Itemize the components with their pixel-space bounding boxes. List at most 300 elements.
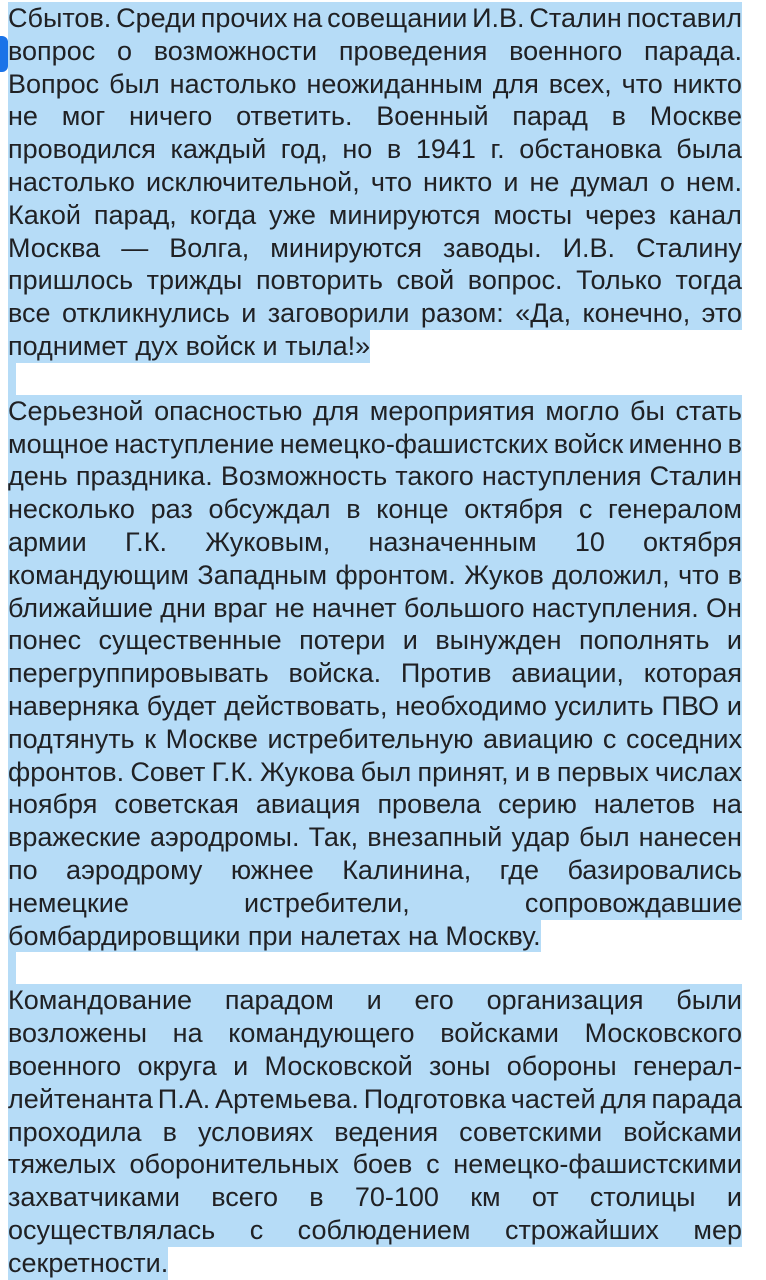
word: никто [423,167,493,197]
word: Так, [308,822,359,853]
word: Вопрос [8,68,100,99]
word: Москва [8,232,101,263]
justified-line [8,624,742,657]
word: в [386,134,402,165]
word: ведения [334,1116,439,1147]
word: с [426,1149,440,1180]
word: доложил, [552,559,670,590]
word: о [659,167,675,197]
text-line [8,166,742,199]
text-line [8,1083,742,1116]
word: в [536,756,551,787]
justified-line [8,1148,742,1181]
word: 10 [574,527,605,557]
word: и [402,625,418,656]
word: на [712,789,742,820]
justified-line [8,1083,742,1116]
justified-line [8,460,742,493]
word: через [585,199,656,230]
word: несколько [8,494,135,525]
text-line [8,2,742,35]
word: на [292,3,323,33]
word: для [492,68,539,99]
word: Командование [8,985,193,1016]
word: Серьезной [8,395,144,426]
text-line [8,35,742,68]
word: стать [675,395,742,426]
text-line [8,1050,742,1083]
word: зоны [429,1051,491,1081]
word: конечно, [582,298,691,329]
word: большого [403,592,525,623]
word: пришлось [8,265,134,296]
word: откликнулись [62,298,230,329]
word: перегруппировывать [8,658,269,689]
word: авиацию [482,723,594,754]
word: но [342,134,373,165]
word: вражеские [8,822,141,853]
word: и [726,1182,742,1213]
word: с [602,723,617,754]
text-line [8,395,742,428]
word: наступления. [531,592,699,623]
word: именно [628,428,723,459]
word: что [678,559,720,590]
word: истребительную [267,723,474,754]
word: исключительной, [145,167,360,197]
word: войск [553,428,624,459]
word: в [162,1116,177,1147]
word: фронтом. [335,559,456,590]
word: о [116,35,132,66]
justified-line [8,756,742,789]
word: такого [395,461,474,492]
justified-line [8,395,742,428]
word: обстановка [519,134,662,165]
word: в [727,428,742,459]
word: провела [377,789,482,820]
word: в [727,559,742,590]
text-line [8,821,742,854]
word: не [274,592,305,623]
word: назначенным [368,527,537,557]
word: могло [545,395,620,426]
word: и [726,691,742,721]
word: опасностью [154,395,303,426]
text-line [8,624,742,657]
word: каждый [170,134,267,165]
word: войсками [623,1116,742,1147]
word: никто [672,68,742,99]
word: Сбытов. [8,3,112,33]
word: возможности [153,35,318,66]
word: «Да, [515,298,572,329]
word: Сталин [529,3,622,33]
word: минируются [328,199,481,230]
word: для [600,1083,647,1114]
justified-line [8,199,742,232]
word: км [470,1182,501,1213]
word: условиях [197,1116,314,1147]
word: где [499,855,540,885]
word: был [578,822,630,853]
word: и [233,1051,249,1081]
word: проводился [8,134,156,165]
word: И.В. [562,232,616,263]
text-line [8,460,742,493]
word: обсуждал [208,494,331,525]
word: Против [400,658,492,689]
word: частей [510,1083,596,1114]
word: ПВО [661,691,720,721]
text-line [8,1017,742,1050]
word: и [241,298,257,329]
word: Москве [165,723,258,754]
word: авиации, [511,658,624,689]
word: что [621,68,663,99]
selection-start-handle[interactable] [0,36,8,72]
word: серию [497,789,577,820]
word: парад, [93,199,177,230]
word: и [514,756,530,787]
text-line [8,984,742,1017]
word: столицы [589,1182,696,1213]
text-line [8,199,742,232]
justified-line [8,657,742,690]
word: в [611,101,626,132]
justified-line [8,690,742,723]
word: ноября [8,789,98,820]
word: Сталин [649,461,742,492]
word: минируются [270,232,422,263]
word: Г.К. [124,527,167,557]
word: военного [509,35,623,66]
word: Московского [584,1018,742,1049]
word: боев [352,1149,413,1180]
text-line [8,428,742,461]
word: что [370,167,412,197]
word: Он [706,592,742,623]
word: трижды [146,265,243,296]
word: ближайшие [8,592,154,623]
word: по [8,855,38,885]
word: — [121,232,149,263]
word: когда [189,199,257,230]
word: всего [211,1182,279,1213]
word: начнет [311,592,397,623]
word: парада. [644,35,742,66]
justified-line [8,2,742,35]
word: генералом [608,494,742,525]
word: сопровождавшие [524,887,742,918]
word: авиация [255,789,361,820]
text-line [8,232,742,265]
word: и [366,985,382,1016]
paragraph-gap-selection [8,952,16,984]
selected-text: поднимет дух войск и тыла!» [8,331,371,361]
text-line [8,297,742,330]
word: командующего [228,1018,415,1049]
word: проведения [338,35,488,66]
word: Жуковым, [205,527,331,557]
word: был [109,68,160,99]
word: ответить. [236,101,353,132]
text-line [8,559,742,592]
word: бы [629,395,665,426]
word: Москве [649,101,742,132]
text-line [8,592,742,625]
text-line [8,264,742,297]
word: вынужден [435,625,562,656]
text-line [8,100,742,133]
text-line [8,690,742,723]
word: Волга, [169,232,250,263]
word: вопрос. [467,265,563,296]
text-line [8,1247,168,1280]
word: все [8,298,51,329]
justified-line [8,1116,742,1149]
word: год, [280,134,328,165]
word: войска. [288,658,382,689]
word: день [8,461,68,492]
text-line [8,657,742,690]
word: принят, [417,756,509,787]
word: Западным [197,559,328,590]
word: тяжелых [8,1149,116,1180]
text-line [8,1181,742,1214]
word: совещании [327,3,468,33]
word: мог [61,101,106,132]
word: вопрос [8,35,96,66]
word: Жуков [464,559,544,590]
word: подтянуть [8,723,135,754]
word: и [726,625,742,656]
word: повторить [255,265,383,296]
word: усилить [554,691,654,721]
word: войсками [440,1018,559,1049]
word: аэродрому [66,855,203,885]
word: парада [651,1083,742,1114]
word: его [414,985,454,1016]
word: и [503,167,519,197]
word: октября [643,527,742,557]
word: внезапный [367,822,503,853]
word: думал [570,167,649,197]
word: нанесен [638,822,742,853]
word: советскими [459,1116,603,1147]
text-line [8,788,742,821]
word: октября [464,494,564,525]
word: была [676,134,742,165]
word: проходила [8,1116,142,1147]
word: соседних [625,723,742,754]
word: военного [8,1051,122,1081]
word: не [8,101,38,132]
word: понес [8,625,82,656]
justified-line [8,133,742,166]
word: истребители, [243,887,410,918]
justified-line [8,592,742,625]
word: в [309,1182,324,1213]
justified-line [8,428,742,461]
word: соблюдением [297,1215,471,1245]
word: Жукова [260,756,355,787]
justified-line [8,100,742,133]
justified-line [8,559,742,592]
word: мощное [8,428,109,459]
word: оборонительных [129,1149,339,1180]
word: раз [150,494,193,525]
word: Только [576,265,662,296]
text-line [8,854,742,887]
word: конце [376,494,449,525]
word: неожиданным [306,68,483,99]
justified-line [8,1181,742,1214]
word: всех, [548,68,612,99]
selected-text: секретности. [8,1247,169,1278]
word: наверняка [8,691,139,721]
word: враг [213,592,268,623]
word: настолько [169,68,297,99]
word: поставил [626,3,742,33]
selected-text: бомбардировщики при налетах на Москву. [8,920,541,951]
word: потери [299,625,386,656]
word: были [676,985,742,1016]
text-line [8,330,370,363]
text-line [8,68,742,101]
word: Военный [376,101,489,132]
word: для [312,395,360,426]
word: мероприятия [369,395,535,426]
word: возложены [8,1018,147,1049]
justified-line [8,493,742,526]
word: в [346,494,361,525]
word: разом: [420,298,504,329]
word: действовать, [224,691,388,721]
justified-line [8,35,742,68]
word: первых [556,756,649,787]
text-line [8,756,742,789]
word: дни [160,592,206,623]
word: это [701,298,742,329]
word: немецкие [8,887,129,918]
text-line [8,1148,742,1181]
word: пополнять [578,625,710,656]
word: удар [511,822,570,853]
word: генерал- [632,1051,742,1081]
word: к [144,723,157,754]
word: тогда [675,265,742,296]
word: существенные [98,625,282,656]
text-line [8,1214,742,1247]
justified-line [8,297,742,330]
word: которая [643,658,742,689]
justified-line [8,887,742,920]
word: не [529,167,560,197]
word: ничего [128,101,213,132]
word: Подготовка [363,1083,506,1114]
word: П.А. [157,1083,211,1114]
word: с [578,494,593,525]
word: праздника. [75,461,213,492]
word: наступления [481,461,642,492]
word: наступление [114,428,275,459]
word: 70-100 [354,1182,439,1213]
word: аэродромы. [149,822,300,853]
word: Сталину [636,232,742,263]
text-line [8,493,742,526]
word: мосты [493,199,573,230]
word: прочих [200,3,288,33]
word: фронтов. [8,756,125,787]
word: парадом [224,985,334,1016]
word: командующим [8,559,189,590]
justified-line [8,526,742,559]
text-line [8,723,742,756]
word: советская [114,789,239,820]
text-line [8,133,742,166]
word: организация [486,985,644,1016]
justified-line [8,68,742,101]
text-line [8,887,742,920]
word: лейтенанта [8,1083,153,1114]
text-line [8,526,742,559]
word: И.В. [472,3,525,33]
word: немецко-фашистскими [453,1149,742,1180]
word: числах [655,756,742,787]
justified-line [8,1017,742,1050]
word: Московской [264,1051,413,1081]
text-line [8,920,541,953]
word: был [360,756,412,787]
word: необходимо [395,691,547,721]
word: мер [693,1215,742,1245]
word: Калинина, [342,855,472,885]
justified-line [8,166,742,199]
word: строжайших [504,1215,659,1245]
word: от [531,1182,559,1213]
justified-line [8,984,742,1017]
word: свой [396,265,455,296]
paragraph-gap-selection [8,363,16,395]
word: округа [137,1051,217,1081]
justified-line [8,788,742,821]
word: базировались [567,855,742,885]
justified-line [8,232,742,265]
word: Среди [116,3,196,33]
word: г. [490,134,505,165]
word: налетов [593,789,696,820]
justified-line [8,854,742,887]
word: канал [668,199,742,230]
word: Артемьева. [215,1083,359,1114]
word: южнее [230,855,314,885]
word: захватчиками [8,1182,180,1213]
word: заводы. [443,232,542,263]
word: Возможность [220,461,388,492]
word: армии [8,527,87,557]
word: осуществлялась [8,1215,216,1245]
word: обороны [506,1051,617,1081]
justified-line [8,821,742,854]
word: 1941 [415,134,476,165]
word: нем. [685,167,742,197]
justified-line [8,264,742,297]
word: на [172,1018,203,1049]
word: немецко-фашистских [279,428,549,459]
word: настолько [8,167,135,197]
word: парад [512,101,588,132]
